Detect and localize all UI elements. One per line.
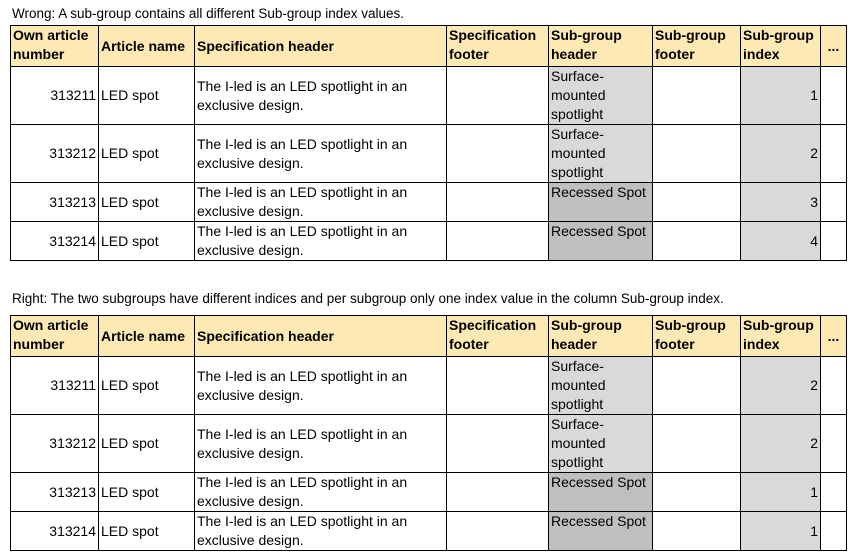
own-article-number-cell: 313211 [11, 67, 99, 125]
header-more: ... [821, 26, 847, 67]
header-specification-header: Specification header [195, 316, 447, 357]
table-row [11, 67, 847, 125]
header-specification-footer: Specification footer [447, 26, 549, 67]
specification-footer-cell [447, 512, 549, 551]
header-specification-header: Specification header [195, 26, 447, 67]
right-table [10, 315, 847, 551]
subgroup-footer-cell [653, 183, 741, 222]
specification-header-cell: The I-led is an LED spotlight in an exclusive design. [195, 415, 447, 473]
own-article-number-cell: 313211 [11, 357, 99, 415]
specification-header-cell: The I-led is an LED spotlight in an exclusive design. [195, 222, 447, 261]
subgroup-footer-cell [653, 415, 741, 473]
subgroup-index-cell: 2 [741, 415, 821, 473]
own-article-number-cell: 313212 [11, 125, 99, 183]
specification-header-cell: The I-led is an LED spotlight in an exclusive design. [195, 473, 447, 512]
more-cell [821, 415, 847, 473]
article-name-cell: LED spot [99, 512, 195, 551]
article-name-cell: LED spot [99, 415, 195, 473]
subgroup-footer-cell [653, 512, 741, 551]
subgroup-index-cell: 3 [741, 183, 821, 222]
header-subgroup-footer: Sub-group footer [653, 316, 741, 357]
subgroup-header-cell: Surface-mounted spotlight [549, 67, 653, 125]
specification-header-cell: The I-led is an LED spotlight in an exclusive design. [195, 183, 447, 222]
right-caption: Right: The two subgroups have different indices and per subgroup only one index value in the column Sub-group index. [12, 291, 724, 306]
specification-header-cell: The I-led is an LED spotlight in an exclusive design. [195, 357, 447, 415]
more-cell [821, 222, 847, 261]
specification-footer-cell [447, 473, 549, 512]
table-row [11, 183, 847, 222]
more-cell [821, 125, 847, 183]
specification-header-cell: The I-led is an LED spotlight in an exclusive design. [195, 125, 447, 183]
specification-header-cell: The I-led is an LED spotlight in an exclusive design. [195, 512, 447, 551]
subgroup-index-cell: 4 [741, 222, 821, 261]
own-article-number-cell: 313213 [11, 473, 99, 512]
specification-footer-cell [447, 222, 549, 261]
header-subgroup-header: Sub-group header [549, 316, 653, 357]
more-cell [821, 473, 847, 512]
wrong-table [10, 25, 847, 261]
subgroup-index-cell: 1 [741, 67, 821, 125]
article-name-cell: LED spot [99, 67, 195, 125]
subgroup-header-cell: Surface-mounted spotlight [549, 415, 653, 473]
header-specification-footer: Specification footer [447, 316, 549, 357]
own-article-number-cell: 313214 [11, 512, 99, 551]
specification-footer-cell [447, 125, 549, 183]
header-own-article-number: Own article number [11, 316, 99, 357]
header-subgroup-index: Sub-group index [741, 26, 821, 67]
specification-header-cell: The I-led is an LED spotlight in an exclusive design. [195, 67, 447, 125]
subgroup-index-cell: 2 [741, 357, 821, 415]
header-own-article-number: Own article number [11, 26, 99, 67]
table-row [11, 473, 847, 512]
subgroup-header-cell: Recessed Spot [549, 512, 653, 551]
subgroup-header-cell: Surface-mounted spotlight [549, 357, 653, 415]
subgroup-footer-cell [653, 67, 741, 125]
header-row [11, 316, 847, 357]
subgroup-header-cell: Recessed Spot [549, 473, 653, 512]
header-row [11, 26, 847, 67]
subgroup-footer-cell [653, 357, 741, 415]
header-subgroup-footer: Sub-group footer [653, 26, 741, 67]
more-cell [821, 512, 847, 551]
subgroup-index-cell: 2 [741, 125, 821, 183]
own-article-number-cell: 313212 [11, 415, 99, 473]
header-article-name: Article name [99, 316, 195, 357]
specification-footer-cell [447, 357, 549, 415]
subgroup-header-cell: Surface-mounted spotlight [549, 125, 653, 183]
header-subgroup-index: Sub-group index [741, 316, 821, 357]
more-cell [821, 67, 847, 125]
article-name-cell: LED spot [99, 183, 195, 222]
header-more: ... [821, 316, 847, 357]
table-row [11, 512, 847, 551]
subgroup-header-cell: Recessed Spot [549, 183, 653, 222]
subgroup-footer-cell [653, 222, 741, 261]
table-row [11, 357, 847, 415]
article-name-cell: LED spot [99, 125, 195, 183]
specification-footer-cell [447, 415, 549, 473]
article-name-cell: LED spot [99, 357, 195, 415]
subgroup-index-cell: 1 [741, 512, 821, 551]
own-article-number-cell: 313213 [11, 183, 99, 222]
own-article-number-cell: 313214 [11, 222, 99, 261]
subgroup-header-cell: Recessed Spot [549, 222, 653, 261]
wrong-caption: Wrong: A sub-group contains all different Sub-group index values. [12, 6, 404, 21]
more-cell [821, 357, 847, 415]
article-name-cell: LED spot [99, 473, 195, 512]
header-subgroup-header: Sub-group header [549, 26, 653, 67]
specification-footer-cell [447, 183, 549, 222]
table-row [11, 125, 847, 183]
more-cell [821, 183, 847, 222]
specification-footer-cell [447, 67, 549, 125]
table-row [11, 222, 847, 261]
subgroup-footer-cell [653, 125, 741, 183]
table-row [11, 415, 847, 473]
subgroup-footer-cell [653, 473, 741, 512]
article-name-cell: LED spot [99, 222, 195, 261]
header-article-name: Article name [99, 26, 195, 67]
subgroup-index-cell: 1 [741, 473, 821, 512]
